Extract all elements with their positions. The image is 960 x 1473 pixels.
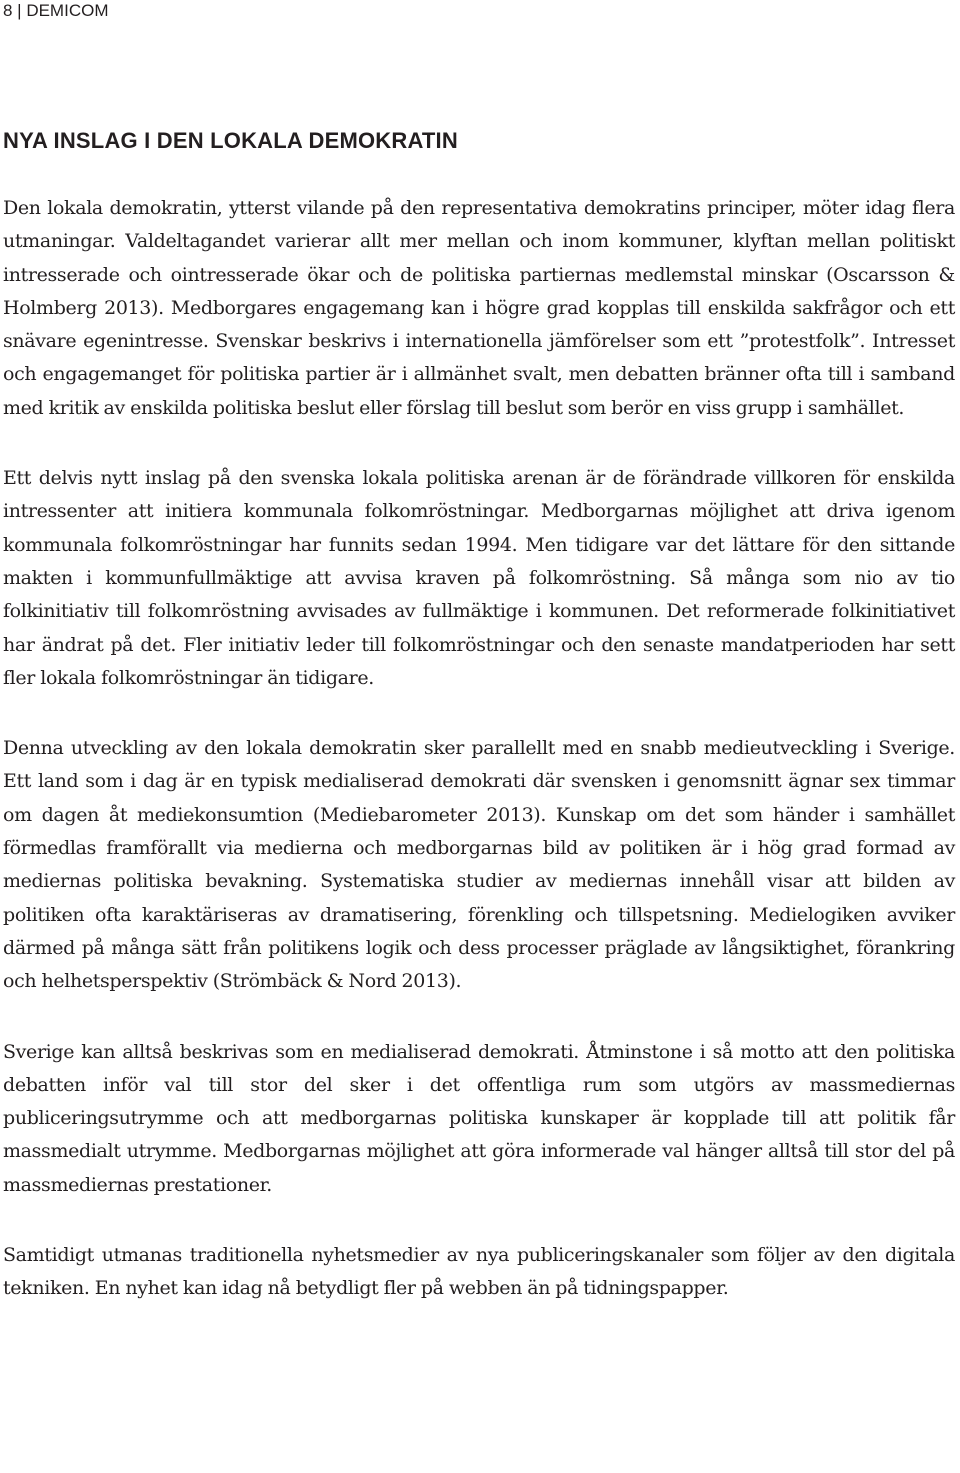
paragraph-5: Samtidigt utmanas traditionella nyhetsmedier av nya publiceringskanaler som följer av den digitala tekniken. En nyhet kan idag nå betydligt fler på webben än på tidningspapper.	[3, 1244, 955, 1300]
article-body	[3, 192, 955, 1343]
paragraph-3: Denna utveckling av den lokala demokratin sker parallellt med en snabb medieutveckling i Sverige. Ett land som i dag är en typisk medialiserad demokrati där svensken i genomsnitt ägnar sex timmar om dagen åt mediekonsumtion (Mediebarometer 2013). Kunskap om det som händer i samhället förmedlas framförallt via medierna och medborgarnas bild av politiken är i hög grad formad av mediernas politiska bevakning. Systematiska studier av mediernas innehåll visar att bilden av politiken ofta karaktäriseras av dramatisering, förenkling och tillspetsning. Medielogiken avviker därmed på många sätt från politikens logik och dess processer präglade av långsiktighet, förankring och helhetsperspektiv (Strömbäck & Nord 2013).	[3, 737, 955, 993]
running-head: 8 | DEMICOM	[3, 1, 109, 20]
paragraph-1: Den lokala demokratin, ytterst vilande på den representativa demokratins principer, möter idag flera utmaningar. Valdeltagandet varierar allt mer mellan och inom kommuner, klyftan mellan politiskt intresserade och ointresserade ökar och de politiska partiernas medlemstal minskar (Oscarsson & Holmberg 2013). Medborgares engagemang kan i högre grad kopplas till enskilda sakfrågor och ett snävare egenintresse. Svenskar beskrivs i internationella jämförelser som ett ”protestfolk”. Intresset och engagemanget för politiska partier är i allmänhet svalt, men debatten bränner ofta till i samband med kritik av enskilda politiska beslut eller förslag till beslut som berör en viss grupp i samhället.	[3, 197, 955, 419]
paragraph-2: Ett delvis nytt inslag på den svenska lokala politiska arenan är de förändrade villkoren för enskilda intressenter att initiera kommunala folkomröstningar. Medborgarnas möjlighet att driva igenom kommunala folkomröstningar har funnits sedan 1994. Men tidigare var det lättare för den sittande makten i kommunfullmäktige att avvisa kraven på folkomröstning. Så många som nio av tio folkinitiativ till folkomröstning avvisades av fullmäktige i kommunen. Det reformerade folkinitiativet har ändrat på det. Fler initiativ leder till folkomröstningar och den senaste mandatperioden har sett fler lokala folkomröstningar än tidigare.	[3, 467, 955, 689]
section-title: NYA INSLAG I DEN LOKALA DEMOKRATIN	[3, 128, 458, 153]
paragraph-4: Sverige kan alltså beskrivas som en medialiserad demokrati. Åtminstone i så motto att den politiska debatten inför val till stor del sker i det offentliga rum som utgörs av massmediernas publiceringsutrymme och att medborgarnas politiska kunskaper är kopplade till att politik får massmedialt utrymme. Medborgarnas möjlighet att göra informerade val hänger alltså till stor del på massmediernas prestationer.	[3, 1040, 955, 1196]
